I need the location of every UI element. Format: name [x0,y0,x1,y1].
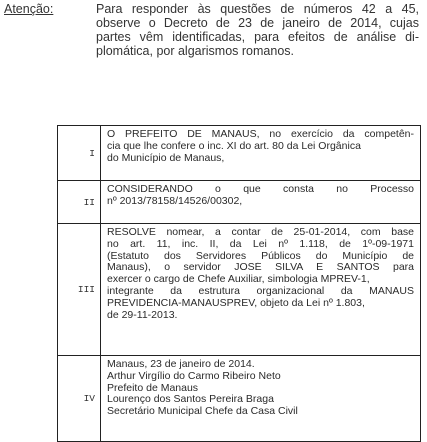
text-line: CONSIDERANDO o que consta no Processo [107,184,414,195]
row-numeral: IV [58,356,101,442]
row-text [101,181,421,224]
text-line: do Município de Manaus, [107,152,225,164]
instructions-line: plomática, por algarismos romanos. [96,44,294,58]
text-line: (Estatuto dos Servidores Públicos do Município de [107,250,414,262]
decree-row-ii [58,181,421,224]
instructions-header [0,0,427,110]
text-line: exercer o cargo de Chefe Auxiliar, simbologia MPREV-1, [107,274,370,286]
text-line: nº 2013/78158/14526/00302, [107,195,243,207]
text-line: Manaus), o servidor JOSÉ SILVA E SANTOS para [107,262,414,274]
row-numeral: I [58,126,101,181]
text-line: Lourenço dos Santos Pereira Braga [107,394,274,406]
decree-row-iv [58,356,421,442]
instructions-line: Para responder às questões de números 42 a 45, [96,2,419,16]
instructions-text [96,2,419,58]
attention-label: Atenção: [4,2,54,16]
text-line: PREVIDÊNCIA-MANAUSPREV, objeto da Lei nº 1.803, [107,297,365,309]
text-line: de 29-11-2013. [107,309,178,321]
row-numeral: III [58,224,101,356]
decree-row-iii [58,224,421,356]
text-line: Prefeito de Manaus [107,382,199,394]
text-line: O PREFEITO DE MANAUS, no exercício da competên- [107,129,414,140]
text-line: integrante da estrutura organizacional da MANAUS [107,285,414,297]
decree-table [57,125,421,442]
text-line: cia que lhe confere o inc. XI do art. 80 da Lei Orgânica [107,140,361,152]
text-line: Arthur Virgílio do Carmo Ribeiro Neto [107,370,281,382]
text-line: no art. 11, inc. II, da Lei nº 1.118, de 1º-09-1971 [107,238,414,250]
text-line: Secretário Municipal Chefe da Casa Civil [107,406,298,418]
instructions-line: partes vêm identificadas, para efeitos de análise di- [96,30,419,44]
text-line: RESOLVE nomear, a contar de 25-01-2014, com base [107,227,414,238]
row-text [101,126,421,181]
instructions-line: observe o Decreto de 23 de janeiro de 2014, cujas [96,16,419,30]
row-numeral: II [58,181,101,224]
row-text [101,356,421,442]
text-line: Manaus, 23 de janeiro de 2014. [107,359,255,370]
decree-row-i [58,126,421,181]
row-text [101,224,421,356]
